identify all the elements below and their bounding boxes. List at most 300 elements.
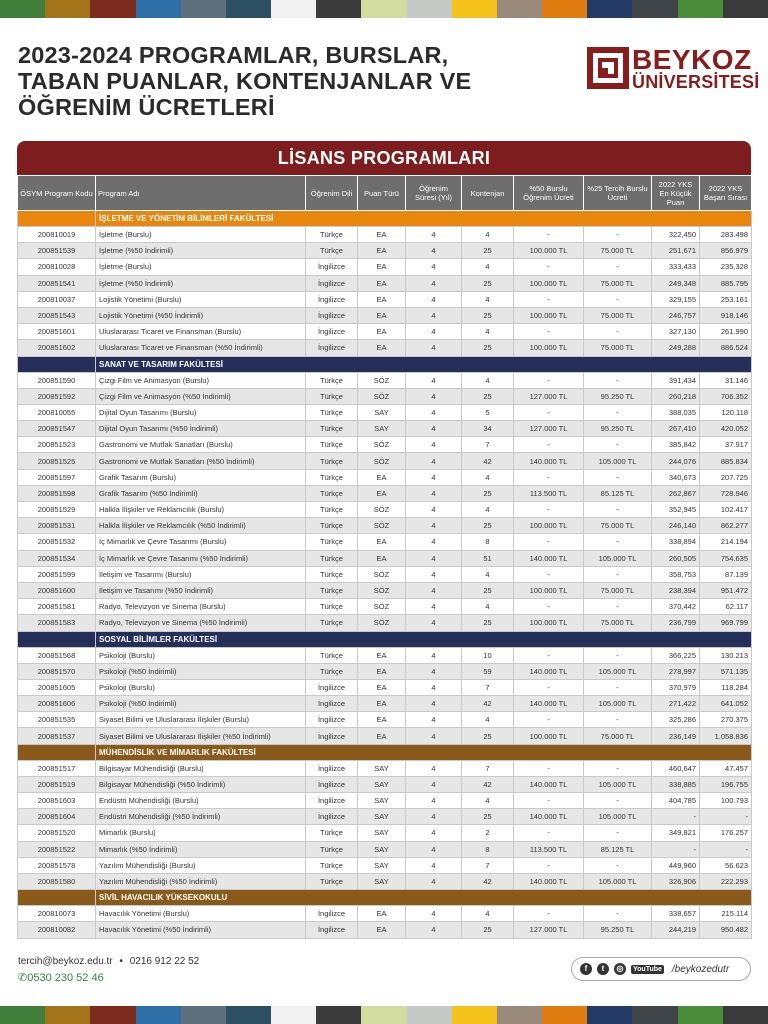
table-cell: İngilizce (306, 922, 358, 938)
table-cell: 200810019 (18, 227, 96, 243)
table-cell: Halkla İlişkiler ve Reklamcılık (Burslu) (96, 502, 306, 518)
table-cell: Türkçe (306, 518, 358, 534)
table-cell: Türkçe (306, 599, 358, 615)
table-cell: 37.917 (700, 437, 752, 453)
table-row (18, 599, 752, 615)
table-cell: Mimarlık (Burslu) (96, 825, 306, 841)
table-cell: 370,979 (652, 679, 700, 695)
table-cell: 4 (406, 437, 462, 453)
table-cell: 449,960 (652, 857, 700, 873)
youtube-icon[interactable]: YouTube (633, 965, 662, 973)
table-cell: EA (358, 906, 406, 922)
table-cell: 4 (406, 615, 462, 631)
stripe-segment (587, 1006, 632, 1024)
table-cell: 207.725 (700, 469, 752, 485)
table-cell: 4 (406, 857, 462, 873)
table-cell: Grafik Tasarım (%50 İndirimli) (96, 485, 306, 501)
table-cell: 25 (462, 518, 514, 534)
table-row (18, 502, 752, 518)
table-cell: 4 (406, 259, 462, 275)
table-cell: - (514, 647, 584, 663)
table-cell: İngilizce (306, 776, 358, 792)
table-cell: 105.000 TL (584, 453, 652, 469)
table-cell: - (514, 712, 584, 728)
table-cell: 200851602 (18, 340, 96, 356)
table-cell: 4 (406, 922, 462, 938)
table-cell: Türkçe (306, 566, 358, 582)
table-cell: Türkçe (306, 485, 358, 501)
table-cell: 25 (462, 307, 514, 323)
table-cell: 200851600 (18, 582, 96, 598)
facebook-icon[interactable]: f (580, 963, 592, 975)
stripe-segment (452, 1006, 497, 1024)
table-cell: 885.834 (700, 453, 752, 469)
table-cell: 4 (406, 550, 462, 566)
table-cell: 862.277 (700, 518, 752, 534)
table-cell: 200851606 (18, 696, 96, 712)
table-cell: - (584, 469, 652, 485)
table-row (18, 275, 752, 291)
table-cell: 200851547 (18, 421, 96, 437)
table-cell: - (514, 857, 584, 873)
table-cell: 338,657 (652, 906, 700, 922)
table-cell: Türkçe (306, 437, 358, 453)
table-row (18, 324, 752, 340)
table-cell: - (514, 534, 584, 550)
table-cell: Siyaset Bilimi ve Uluslararası İlişkiler (Burslu) (96, 712, 306, 728)
table-cell: - (700, 809, 752, 825)
faculty-name: SANAT VE TASARIM FAKÜLTESİ (96, 356, 752, 372)
table-cell: İngilizce (306, 696, 358, 712)
table-cell: 118.284 (700, 679, 752, 695)
table-cell: - (514, 324, 584, 340)
table-cell: EA (358, 291, 406, 307)
faculty-spacer (18, 211, 96, 227)
table-cell: 571.135 (700, 663, 752, 679)
instagram-icon[interactable]: ◎ (614, 963, 626, 975)
table-cell: - (584, 437, 652, 453)
table-cell: SÖZ (358, 388, 406, 404)
table-cell: 260,505 (652, 550, 700, 566)
table-cell: Türkçe (306, 825, 358, 841)
table-cell: 4 (406, 906, 462, 922)
table-cell: İngilizce (306, 809, 358, 825)
table-cell: SAY (358, 404, 406, 420)
table-row (18, 647, 752, 663)
table-row (18, 615, 752, 631)
table-cell: 325,286 (652, 712, 700, 728)
stripe-segment (0, 1006, 45, 1024)
table-cell: 214.194 (700, 534, 752, 550)
table-cell: İletişim ve Tasarımı (%50 İndirimli) (96, 582, 306, 598)
stripe-segment (497, 1006, 542, 1024)
table-cell: EA (358, 696, 406, 712)
table-cell: Türkçe (306, 647, 358, 663)
table-cell: - (514, 566, 584, 582)
table-cell: 244,219 (652, 922, 700, 938)
table-cell: 100.000 TL (514, 518, 584, 534)
table-cell: 140.000 TL (514, 550, 584, 566)
table-cell: İç Mimarlık ve Çevre Tasarımı (%50 İndirimli) (96, 550, 306, 566)
table-cell: 200851598 (18, 485, 96, 501)
table-cell: 236,149 (652, 728, 700, 744)
table-cell: 100.000 TL (514, 275, 584, 291)
table-row (18, 696, 752, 712)
table-cell: Türkçe (306, 615, 358, 631)
table-cell: Uluslararası Ticaret ve Finansman (%50 İndirimli) (96, 340, 306, 356)
column-header: ÖSYM Program Kodu (18, 176, 96, 211)
table-cell: Türkçe (306, 550, 358, 566)
email-link[interactable]: tercih@beykoz.edu.tr (18, 956, 113, 967)
table-cell: İletişim ve Tasarımı (Burslu) (96, 566, 306, 582)
table-cell: SÖZ (358, 615, 406, 631)
table-cell: 238,394 (652, 582, 700, 598)
table-cell: 120.118 (700, 404, 752, 420)
table-cell: - (652, 841, 700, 857)
table-row (18, 469, 752, 485)
table-cell: 62.117 (700, 599, 752, 615)
table-cell: Lojistik Yönetimi (Burslu) (96, 291, 306, 307)
table-cell: 200810028 (18, 259, 96, 275)
whatsapp-icon: ✆ (18, 972, 28, 984)
faculty-row (18, 631, 752, 647)
table-cell: 329,155 (652, 291, 700, 307)
table-cell: - (584, 712, 652, 728)
stripe-segment (361, 0, 406, 18)
table-cell: 200851597 (18, 469, 96, 485)
stripe-segment (678, 0, 723, 18)
table-cell: 25 (462, 615, 514, 631)
table-cell: SÖZ (358, 372, 406, 388)
table-cell: 1.058.836 (700, 728, 752, 744)
table-cell: 42 (462, 696, 514, 712)
table-cell: 4 (406, 841, 462, 857)
table-cell: EA (358, 728, 406, 744)
table-cell: EA (358, 227, 406, 243)
table-cell: İngilizce (306, 679, 358, 695)
faculty-spacer (18, 631, 96, 647)
table-cell: 113.500 TL (514, 485, 584, 501)
table-cell: 200851532 (18, 534, 96, 550)
table-row (18, 259, 752, 275)
table-cell: 42 (462, 776, 514, 792)
table-cell: SÖZ (358, 566, 406, 582)
table-cell: - (584, 599, 652, 615)
table-cell: SAY (358, 841, 406, 857)
table-cell: 4 (406, 421, 462, 437)
table-cell: Dijital Oyun Tasarımı (%50 İndirimli) (96, 421, 306, 437)
table-cell: 140.000 TL (514, 873, 584, 889)
table-cell: 969.799 (700, 615, 752, 631)
table-cell: - (514, 372, 584, 388)
table-cell: 4 (406, 728, 462, 744)
table-cell: 200851583 (18, 615, 96, 631)
table-row (18, 663, 752, 679)
table-cell: 10 (462, 647, 514, 663)
table-cell: - (514, 760, 584, 776)
top-color-stripe (0, 0, 768, 18)
table-cell: - (514, 599, 584, 615)
table-cell: 4 (462, 599, 514, 615)
table-cell: 391,434 (652, 372, 700, 388)
table-cell: Türkçe (306, 857, 358, 873)
table-row (18, 243, 752, 259)
page-title (18, 42, 538, 120)
table-body (18, 211, 752, 939)
table-cell: 34 (462, 421, 514, 437)
table-cell: 25 (462, 275, 514, 291)
table-cell: - (584, 906, 652, 922)
stripe-segment (271, 1006, 316, 1024)
table-row (18, 582, 752, 598)
table-cell: Yazılım Mühendisliği (Burslu) (96, 857, 306, 873)
column-header: Program Adı (96, 176, 306, 211)
table-cell: - (700, 841, 752, 857)
table-cell: 200851522 (18, 841, 96, 857)
table-cell: 333,433 (652, 259, 700, 275)
table-cell: Türkçe (306, 841, 358, 857)
table-cell: - (514, 679, 584, 695)
table-cell: 105.000 TL (584, 776, 652, 792)
table-cell: Türkçe (306, 372, 358, 388)
column-header: Öğrenim Süresi (Yıl) (406, 176, 462, 211)
table-cell: 42 (462, 453, 514, 469)
stripe-segment (542, 1006, 587, 1024)
table-cell: 338,894 (652, 534, 700, 550)
table-cell: EA (358, 663, 406, 679)
table-cell: 215.114 (700, 906, 752, 922)
table-cell: SÖZ (358, 599, 406, 615)
table-cell: 140.000 TL (514, 663, 584, 679)
table-cell: 196.755 (700, 776, 752, 792)
table-cell: 102.417 (700, 502, 752, 518)
table-cell: - (514, 291, 584, 307)
table-cell: 4 (406, 275, 462, 291)
table-row (18, 906, 752, 922)
table-cell: İngilizce (306, 307, 358, 323)
table-cell: SAY (358, 857, 406, 873)
table-cell: EA (358, 647, 406, 663)
social-bar (571, 957, 751, 981)
table-row (18, 728, 752, 744)
table-cell: Türkçe (306, 227, 358, 243)
table-cell: 950.482 (700, 922, 752, 938)
table-cell: İngilizce (306, 291, 358, 307)
table-cell: 200810082 (18, 922, 96, 938)
table-row (18, 291, 752, 307)
table-row (18, 922, 752, 938)
whatsapp-phone[interactable] (18, 971, 199, 984)
table-cell: EA (358, 307, 406, 323)
table-cell: 918.146 (700, 307, 752, 323)
stripe-segment (45, 0, 90, 18)
stripe-segment (407, 1006, 452, 1024)
table-cell: 200851539 (18, 243, 96, 259)
table-cell: Çizgi Film ve Animasyon (Burslu) (96, 372, 306, 388)
table-cell: 105.000 TL (584, 663, 652, 679)
table-row (18, 776, 752, 792)
table-cell: 4 (406, 566, 462, 582)
table-cell: Grafik Tasarım (Burslu) (96, 469, 306, 485)
table-cell: EA (358, 712, 406, 728)
table-cell: 251,671 (652, 243, 700, 259)
stripe-segment (361, 1006, 406, 1024)
table-cell: İngilizce (306, 259, 358, 275)
table-cell: Türkçe (306, 534, 358, 550)
stripe-segment (45, 1006, 90, 1024)
table-cell: 270.375 (700, 712, 752, 728)
table-row (18, 388, 752, 404)
table-cell: 236,799 (652, 615, 700, 631)
table-cell: 4 (462, 291, 514, 307)
table-cell: 200851519 (18, 776, 96, 792)
university-logo (587, 44, 760, 96)
table-row (18, 485, 752, 501)
stripe-segment (181, 1006, 226, 1024)
table-cell: Türkçe (306, 388, 358, 404)
table-cell: SAY (358, 793, 406, 809)
table-cell: 8 (462, 534, 514, 550)
stripe-segment (226, 1006, 271, 1024)
table-cell: 4 (462, 324, 514, 340)
stripe-segment (181, 0, 226, 18)
table-cell: 249,348 (652, 275, 700, 291)
table-cell: İngilizce (306, 340, 358, 356)
table-cell: 8 (462, 841, 514, 857)
table-cell: 951.472 (700, 582, 752, 598)
stripe-segment (407, 0, 452, 18)
table-cell: 200851590 (18, 372, 96, 388)
social-handle: /beykozedutr (671, 963, 730, 975)
table-cell: SAY (358, 421, 406, 437)
table-cell: Türkçe (306, 582, 358, 598)
table-row (18, 404, 752, 420)
stripe-segment (90, 1006, 135, 1024)
table-cell: - (514, 259, 584, 275)
table-cell: 5 (462, 404, 514, 420)
table-cell: Çizgi Film ve Animasyon (%50 İndirimli) (96, 388, 306, 404)
table-cell: 59 (462, 663, 514, 679)
table-cell: 4 (406, 243, 462, 259)
table-row (18, 437, 752, 453)
faculty-spacer (18, 356, 96, 372)
table-cell: 4 (406, 518, 462, 534)
stripe-segment (723, 1006, 768, 1024)
table-cell: 4 (406, 372, 462, 388)
phone-1[interactable]: 0216 912 22 52 (129, 956, 200, 967)
table-cell: 85.125 TL (584, 485, 652, 501)
stripe-segment (316, 0, 361, 18)
column-header: 2022 YKS Başarı Sırası (700, 176, 752, 211)
table-cell: Endüstri Mühendisliği (Burslu) (96, 793, 306, 809)
table-cell: 200851529 (18, 502, 96, 518)
table-row (18, 340, 752, 356)
table-cell: Endüstri Mühendisliği (%50 İndirimli) (96, 809, 306, 825)
table-row (18, 809, 752, 825)
table-cell: 260,218 (652, 388, 700, 404)
table-cell: 100.000 TL (514, 307, 584, 323)
table-cell: - (584, 227, 652, 243)
table-cell: 7 (462, 679, 514, 695)
table-cell: İngilizce (306, 906, 358, 922)
faculty-row (18, 211, 752, 227)
stripe-segment (587, 0, 632, 18)
column-header: Öğrenim Dili (306, 176, 358, 211)
table-cell: SÖZ (358, 502, 406, 518)
stripe-segment (632, 0, 677, 18)
twitter-icon[interactable]: t (597, 963, 609, 975)
table-cell: SÖZ (358, 453, 406, 469)
table-cell: 25 (462, 809, 514, 825)
table-row (18, 841, 752, 857)
table-cell: - (584, 760, 652, 776)
table-cell: 327,130 (652, 324, 700, 340)
phone-2: 0530 230 52 46 (27, 972, 104, 984)
separator: • (119, 956, 123, 967)
table-cell: 200851581 (18, 599, 96, 615)
table-cell: 326,906 (652, 873, 700, 889)
table-cell: İşletme (%50 İndirimli) (96, 243, 306, 259)
table-cell: 261.990 (700, 324, 752, 340)
table-cell: 200851580 (18, 873, 96, 889)
table-cell: 200851537 (18, 728, 96, 744)
table-cell: 200851592 (18, 388, 96, 404)
table-cell: Türkçe (306, 243, 358, 259)
table-cell: 127.000 TL (514, 421, 584, 437)
table-cell: 25 (462, 388, 514, 404)
table-cell: 100.000 TL (514, 340, 584, 356)
table-cell: 7 (462, 760, 514, 776)
stripe-segment (497, 0, 542, 18)
table-cell: 728.946 (700, 485, 752, 501)
table-cell: 7 (462, 857, 514, 873)
table-cell: 75.000 TL (584, 307, 652, 323)
table-cell: SÖZ (358, 437, 406, 453)
table-cell: 100.793 (700, 793, 752, 809)
title-line-3: ÖĞRENİM ÜCRETLERİ (18, 94, 275, 120)
table-row (18, 453, 752, 469)
table-cell: 706.352 (700, 388, 752, 404)
table-cell: EA (358, 324, 406, 340)
table-cell: 100.000 TL (514, 728, 584, 744)
table-cell: İngilizce (306, 324, 358, 340)
table-cell: 200851531 (18, 518, 96, 534)
table-cell: 105.000 TL (584, 550, 652, 566)
table-cell: 244,076 (652, 453, 700, 469)
column-header: %50 Burslu Öğrenim Ücreti (514, 176, 584, 211)
table-cell: 200851517 (18, 760, 96, 776)
table-cell: Dijital Oyun Tasarımı (Burslu) (96, 404, 306, 420)
table-cell: EA (358, 243, 406, 259)
table-cell: 176.257 (700, 825, 752, 841)
table-cell: - (584, 566, 652, 582)
table-cell: SÖZ (358, 582, 406, 598)
table-cell: 75.000 TL (584, 340, 652, 356)
table-cell: 358,753 (652, 566, 700, 582)
table-cell: Radyo, Televizyon ve Sinema (%50 İndirimli) (96, 615, 306, 631)
logo-name: BEYKOZ (632, 44, 752, 75)
table-cell: 42 (462, 873, 514, 889)
table-cell: 25 (462, 922, 514, 938)
table-cell: İşletme (Burslu) (96, 259, 306, 275)
logo-mark-icon (587, 47, 629, 89)
table-cell: 100.000 TL (514, 615, 584, 631)
table-cell: 200851604 (18, 809, 96, 825)
table-cell: 4 (462, 793, 514, 809)
table-cell: 460,647 (652, 760, 700, 776)
table-cell: - (584, 534, 652, 550)
table-cell: 4 (406, 663, 462, 679)
